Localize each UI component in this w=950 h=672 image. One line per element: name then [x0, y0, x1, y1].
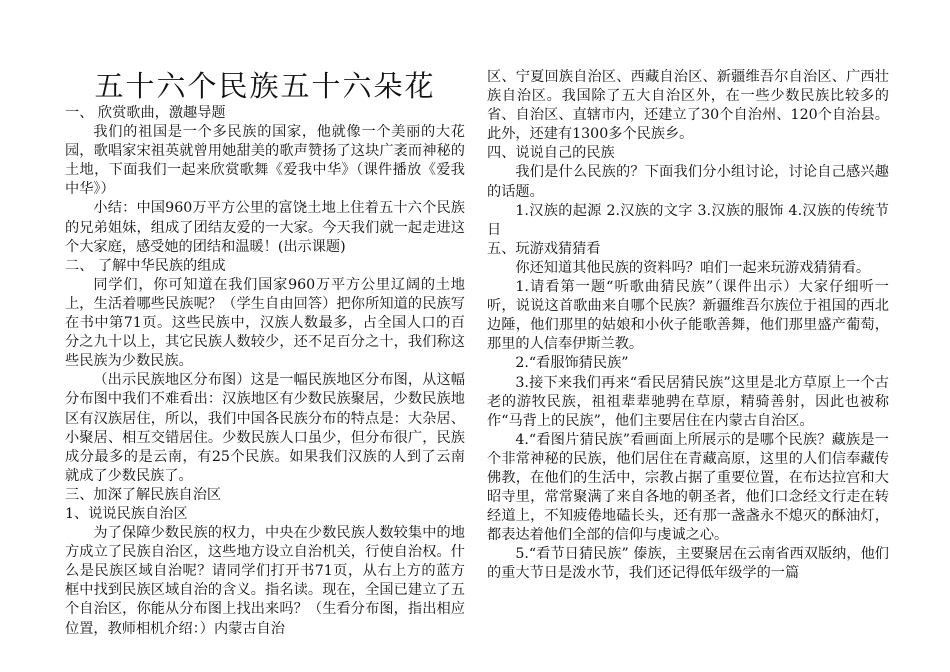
left-column [65, 104, 465, 639]
paragraph: 3.接下来我们再来“看民居猜民族”这里是北方草原上一个古老的游牧民族，祖祖辈辈驰骋在草原，精骑善射，因此也被称作“马背上的民族”，他们主要居住在内蒙古自治区。 [487, 374, 889, 429]
paragraph: 你还知道其他民族的资料吗？咱们一起来玩游戏猜猜看。 [515, 259, 871, 276]
paragraph: 2.“看服饰猜民族” [515, 355, 629, 372]
document-title: 五十六个民族五十六朵花 [94, 69, 436, 103]
paragraph: 4.“看图片猜民族”看画面上所展示的是哪个民族？藏族是一个非常神秘的民族，他们居住在青藏高原，这里的人们信奉藏传佛教，在他们的生活中，宗教占据了重要位置，在布达拉宫和大昭寺里，常常聚满了来自各地的朝圣者，他们口念经文行走在转经道上，不知疲倦地磕长头，还有那一盏盏永不熄灭的酥油灯，都表达着他们全部的信仰与虔诚之心。 [487, 431, 889, 544]
section-heading: 五、玩游戏猜猜看 [487, 240, 601, 257]
paragraph: 1.汉族的起源 2.汉族的文字 3.汉族的服饰 4.汉族的传统节日 [487, 202, 889, 238]
paragraph: 区、宁夏回族自治区、西藏自治区、新疆维吾尔自治区、广西壮族自治区。我国除了五大自治区外，在一些少数民族比较多的省、自治区、直辖市内，还建立了30个自治州、120个自治县。此外，还建有1300多个民族乡。 [487, 69, 889, 143]
paragraph: 小结：中国960万平方公里的富饶土地上住着五十六个民族的兄弟姐妹，组成了团结友爱的一大家。今天我们就一起走进这个大家庭，感受她的团结和温暖！(出示课题) [65, 200, 465, 255]
subsection-heading: 1、说说民族自治区 [65, 505, 188, 522]
section-heading: 一、 欣赏歌曲，激趣导题 [65, 105, 226, 121]
section-heading: 四、说说自己的民族 [487, 145, 615, 162]
section-heading: 二、 了解中华民族的组成 [65, 257, 226, 274]
right-column [487, 68, 889, 584]
section-heading: 三、加深了解民族自治区 [65, 486, 222, 503]
paragraph: 我们的祖国是一个多民族的国家，他就像一个美丽的大花园，歌唱家宋祖英就曾用她甜美的歌声赞扬了这块广袤而神秘的土地，下面我们一起来欣赏歌舞《爱我中华》（课件播放《爱我中华》） [65, 124, 465, 198]
paragraph: 为了保障少数民族的权力，中央在少数民族人数较集中的地方成立了民族自治区，这些地方设立自治机关，行使自治权。什么是民族区域自治呢？请同学们打开书71页，从右上方的蓝方框中找到民族区域自治的含义。指名读。现在，全国已建立了五个自治区，你能从分布图上找出来吗？（生看分布图，指出相应位置，教师相机介绍：）内蒙古自治 [65, 525, 465, 637]
paragraph: 我们是什么民族的？下面我们分小组讨论，讨论自己感兴趣的话题。 [487, 164, 889, 200]
paragraph: 同学们，你可知道在我们国家960万平方公里辽阔的土地上，生活着哪些民族呢？（学生自由回答）把你所知道的民族写在书中第71页。这些民族中，汉族人数最多，占全国人口的百分之九十以上，其它民族人数较少，还不足百分之十，我们称这些民族为少数民族。 [65, 276, 465, 370]
paragraph: 5.“看节日猜民族” 傣族，主要聚居在云南省西双版纳，他们的重大节日是泼水节，我们还记得低年级学的一篇 [487, 546, 889, 582]
paragraph: 1.请看第一题“听歌曲猜民族”（课件出示）大家仔细听一听，说说这首歌曲来自哪个民族？新疆维吾尔族位于祖国的西北边陲，他们那里的姑娘和小伙子能歌善舞，他们那里盛产葡萄，那里的人信奉伊斯兰教。 [487, 279, 889, 353]
paragraph: （出示民族地区分布图）这是一幅民族地区分布图，从这幅分布图中我们不难看出：汉族地区有少数民族聚居，少数民族地区有汉族居住，所以，我们中国各民族分布的特点是：大杂居、小聚居、相互交错居住。少数民族人口虽少，但分布很广，民族成分最多的是云南，有25个民族。如果我们汉族的人到了云南就成了少数民族了。 [65, 372, 465, 484]
document-title-wrap [65, 68, 465, 104]
